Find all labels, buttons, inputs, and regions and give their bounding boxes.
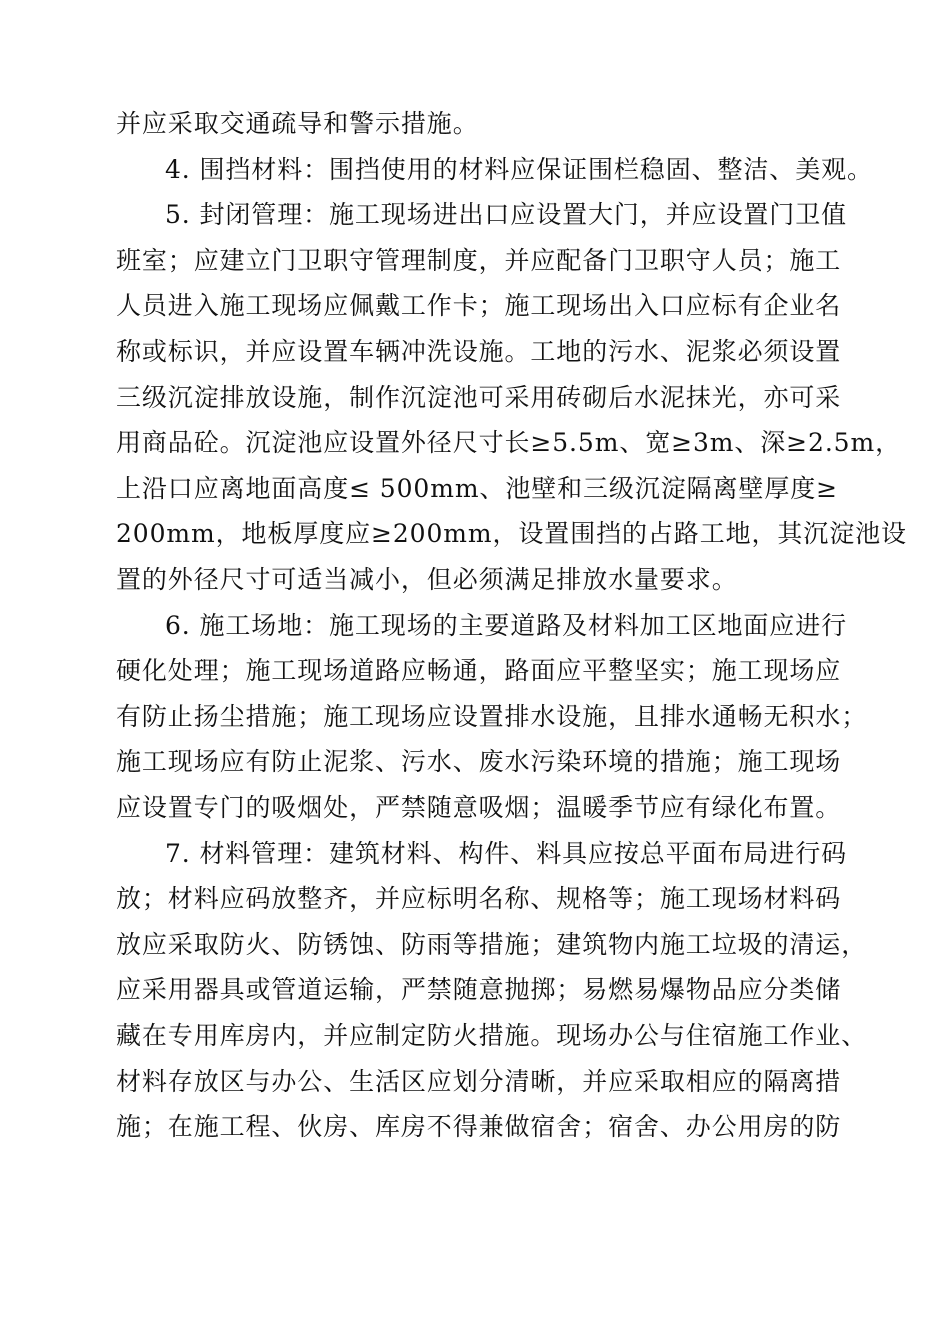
text-line: 上沿口应离地面高度≤ 500mm、池壁和三级沉淀隔离壁厚度≥ — [116, 473, 838, 503]
text-line: 7. 材料管理：建筑材料、构件、料具应按总平面布局进行码 — [165, 838, 848, 868]
text-line: 材料存放区与办公、生活区应划分清晰，并应采取相应的隔离措 — [116, 1066, 842, 1096]
text-line: 200mm，地板厚度应≥200mm，设置围挡的占路工地，其沉淀池设 — [116, 519, 907, 549]
text-line: 施；在施工程、伙房、库房不得兼做宿舍；宿舍、办公用房的防 — [116, 1112, 842, 1142]
text-line: 硬化处理；施工现场道路应畅通，路面应平整坚实；施工现场应 — [116, 656, 842, 686]
text-line: 藏在专用库房内，并应制定防火措施。现场办公与住宿施工作业、 — [116, 1021, 868, 1050]
text-line: 放；材料应码放整齐，并应标明名称、规格等；施工现场材料码 — [116, 884, 842, 914]
text-line: 4. 围挡材料：围挡使用的材料应保证围栏稳固、整洁、美观。 — [165, 154, 873, 184]
text-line: 用商品砼。沉淀池应设置外径尺寸长≥5.5m、宽≥3m、深≥2.5m， — [116, 428, 901, 458]
text-line: 应采用器具或管道运输，严禁随意抛掷；易燃易爆物品应分类储 — [116, 975, 842, 1005]
text-line: 班室；应建立门卫职守管理制度，并应配备门卫职守人员；施工 — [116, 245, 842, 275]
text-line: 6. 施工场地：施工现场的主要道路及材料加工区地面应进行 — [165, 610, 848, 640]
text-line: 施工现场应有防止泥浆、污水、废水污染环境的措施；施工现场 — [116, 747, 842, 777]
text-line: 应设置专门的吸烟处，严禁随意吸烟；温暖季节应有绿化布置。 — [116, 793, 842, 822]
text-line: 有防止扬尘措施；施工现场应设置排水设施，且排水通畅无积水； — [116, 701, 868, 731]
text-line: 称或标识，并应设置车辆冲洗设施。工地的污水、泥浆必须设置 — [116, 337, 842, 366]
text-line: 置的外径尺寸可适当减小，但必须满足排放水量要求。 — [116, 565, 738, 594]
text-line: 人员进入施工现场应佩戴工作卡；施工现场出入口应标有企业名 — [116, 291, 842, 321]
text-line: 并应采取交通疏导和警示措施。 — [116, 109, 479, 138]
text-line: 三级沉淀排放设施，制作沉淀池可采用砖砌后水泥抹光，亦可采 — [116, 382, 842, 412]
text-line: 放应采取防火、防锈蚀、防雨等措施；建筑物内施工垃圾的清运， — [116, 929, 868, 959]
text-line: 5. 封闭管理：施工现场进出口应设置大门，并应设置门卫值 — [165, 200, 848, 230]
